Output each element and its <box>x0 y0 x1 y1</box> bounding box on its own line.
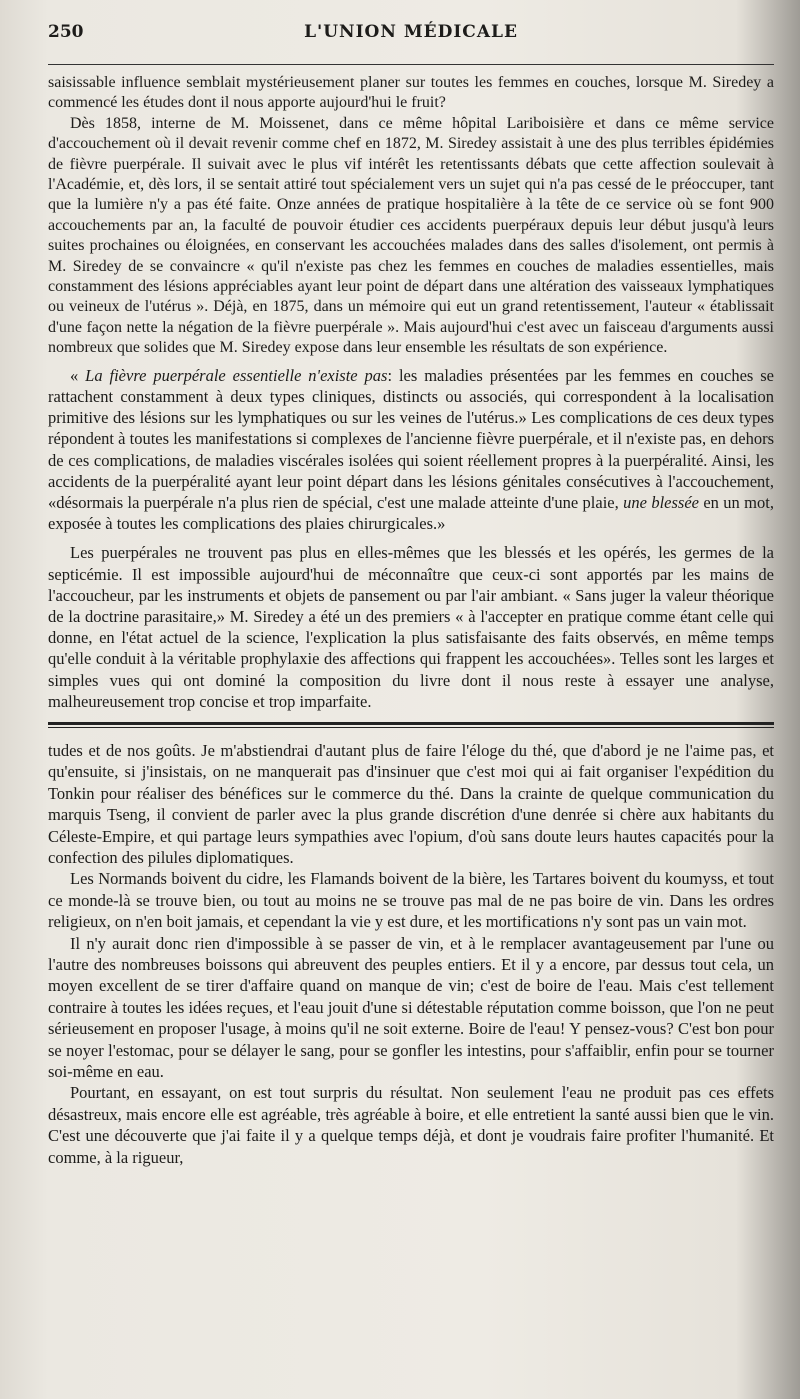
header-rule <box>48 64 774 65</box>
article-paragraph: saisissable influence semblait mystérieusement planer sur toutes les femmes en couches, lorsque M. Siredey a commencé les études dont il nous apporte aujourd'hui le fruit? <box>48 74 774 112</box>
quote-text: : les maladies présentées par les femmes en couches se rattachent constamment à deux types cliniques, distincts ou associés, qui correspondent à la localisation primitive des lésions sur les lymphatiques ou sur les veines de l'utérus.» Les complications de ces deux types répondent à toutes les manifestations si complexes de l'ancienne fièvre puerpérale, et il n'existe pas, en dehors de ces complications, de maladies viscérales isolées qui soient réellement propres à la puerpéralité. Ainsi, les accidents de la puerpéralité ayant leur point départ dans les lésions génitales consécutives à l'accouchement, «désormais la puerpérale n'a plus rien de spécial, c'est une malade atteinte d'une plaie, <box>48 365 774 512</box>
italic-phrase: une blessée <box>623 492 699 512</box>
quote-open: « <box>70 365 86 385</box>
feuilleton-paragraph: Les Normands boivent du cidre, les Flamands boivent de la bière, les Tartares boivent du koumyss, et tout ce monde-là se trouve bien, ou tout au moins ne se trouve pas mal de ne pas boire de vin. Dans les ordres religieux, on n'en boit jamais, et cependant la vie y est dure, et les mortifications n'y sont pas un vain mot. <box>48 869 774 932</box>
article-paragraph-quote <box>48 365 774 535</box>
page-header <box>48 22 774 62</box>
feuilleton-separator <box>48 722 774 728</box>
feuilleton-paragraph: Pourtant, en essayant, on est tout surpris du résultat. Non seulement l'eau ne produit pas ces effets désastreux, mais encore elle est agréable, très agréable à boire, et elle entretient la santé aussi bien que le vin. C'est une découverte que j'ai faite il y a quelque temps déjà, et dont je voudrais faire profiter l'humanité. Et comme, à la rigueur, <box>48 1083 774 1167</box>
running-title: L'UNION MÉDICALE <box>304 22 518 42</box>
feuilleton-paragraph: Il n'y aurait donc rien d'impossible à se passer de vin, et à le remplacer avantageusement par l'une ou l'autre des nombreuses boissons qui abreuvent des peuples entiers. Et il y a encore, par dessus tout cela, un moyen excellent de se tirer d'affaire quand on manque de vin; c'est de boire de l'eau. Mais c'est tellement contraire à toutes les idées reçues, et l'eau jouit d'une si détestable réputation comme boisson, que l'on ne peut sérieusement en proposer l'usage, à moins qu'il ne soit externe. Boire de l'eau! Y pensez-vous? C'est bon pour se noyer l'estomac, pour se délayer le sang, pour se gonfler les intestins, pour s'affaiblir, enfin pour se tourner soi-même en eau. <box>48 933 774 1082</box>
italic-thesis: La fièvre puerpérale essentielle n'existe pas <box>85 365 388 385</box>
feuilleton-paragraph: tudes et de nos goûts. Je m'abstiendrai d'autant plus de faire l'éloge du thé, que d'abord je ne l'aime pas, et qu'ensuite, si j'insistais, on ne manquerait pas d'insinuer que c'est moi qui ai fait organiser l'expédition du Tonkin pour réaliser des bénéfices sur le commerce du thé. Dans la crainte de quelque communication du marquis Tseng, il convient de parler avec la plus grande discrétion d'une denrée si chère aux habitants du Céleste-Empire, et qui partage leurs sympathies avec l'opium, d'où sans doute leurs hautes capacités pour la confection des pilules diplomatiques. <box>48 740 774 867</box>
article-paragraph: Dès 1858, interne de M. Moissenet, dans ce même hôpital Lariboisière et dans ce même service d'accouchement où il devait revenir comme chef en 1872, M. Siredey assistait à une des plus terribles épidémies de fièvre puerpérale. Il suivait avec le plus vif intérêt les retentissants débats que cette affection soulevait à l'Académie, et, dès lors, il se sentait attiré tout spécialement vers un sujet qui n'a pas cessé de le préoccuper, tant que la lumière n'y a pas été faite. Onze années de pratique hospitalière à la tête de ce service où se font 900 accouchements par an, la faculté de pouvoir étudier ces accidents puerpéraux depuis leur début jusqu'à leurs suites prochaines ou éloignées, en conservant les accouchées malades dans des salles d'isolement, ont permis à M. Siredey de se convaincre « qu'il n'existe pas chez les femmes en couches de maladies essentielles, mais constamment des lésions appréciables ayant leur point de départ dans une altération des vaisseaux lymphatiques ou veineux de l'utérus ». Déjà, en 1875, dans un mémoire qui eut un grand retentissement, l'auteur « établissait d'une façon nette la négation de la fièvre puerpérale ». Mais aujourd'hui c'est avec un faisceau d'arguments aussi nombreux que solides que M. Siredey expose dans leur ensemble les résultats de son expérience. <box>48 114 774 357</box>
feuilleton-section <box>48 740 774 1168</box>
page-number: 250 <box>48 22 84 42</box>
article-paragraph: Les puerpérales ne trouvent pas plus en elles-mêmes que les blessés et les opérés, les germes de la septicémie. Il est impossible aujourd'hui de méconnaître que ceux-ci sont apportés par les mains de l'accoucheur, par les instruments et objets de pansement ou par l'air ambiant. « Sans juger la valeur théorique de la doctrine parasitaire,» M. Siredey a été un des premiers « à l'accepter en pratique comme étant celle qui donne, en l'état actuel de la science, l'explication la plus satisfaisante des faits observés, en même temps qu'elle conduit à la véritable prophylaxie des affections qui frappent les accouchées». Telles sont les larges et simples vues qui ont dominé la composition du livre dont il nous reste à essayer une analyse, malheureusement trop concise et trop imparfaite. <box>48 543 774 711</box>
quote-text-end: en un mot, exposée à toutes les complications des plaies chirurgicales.» <box>48 492 774 534</box>
main-article <box>48 73 774 712</box>
